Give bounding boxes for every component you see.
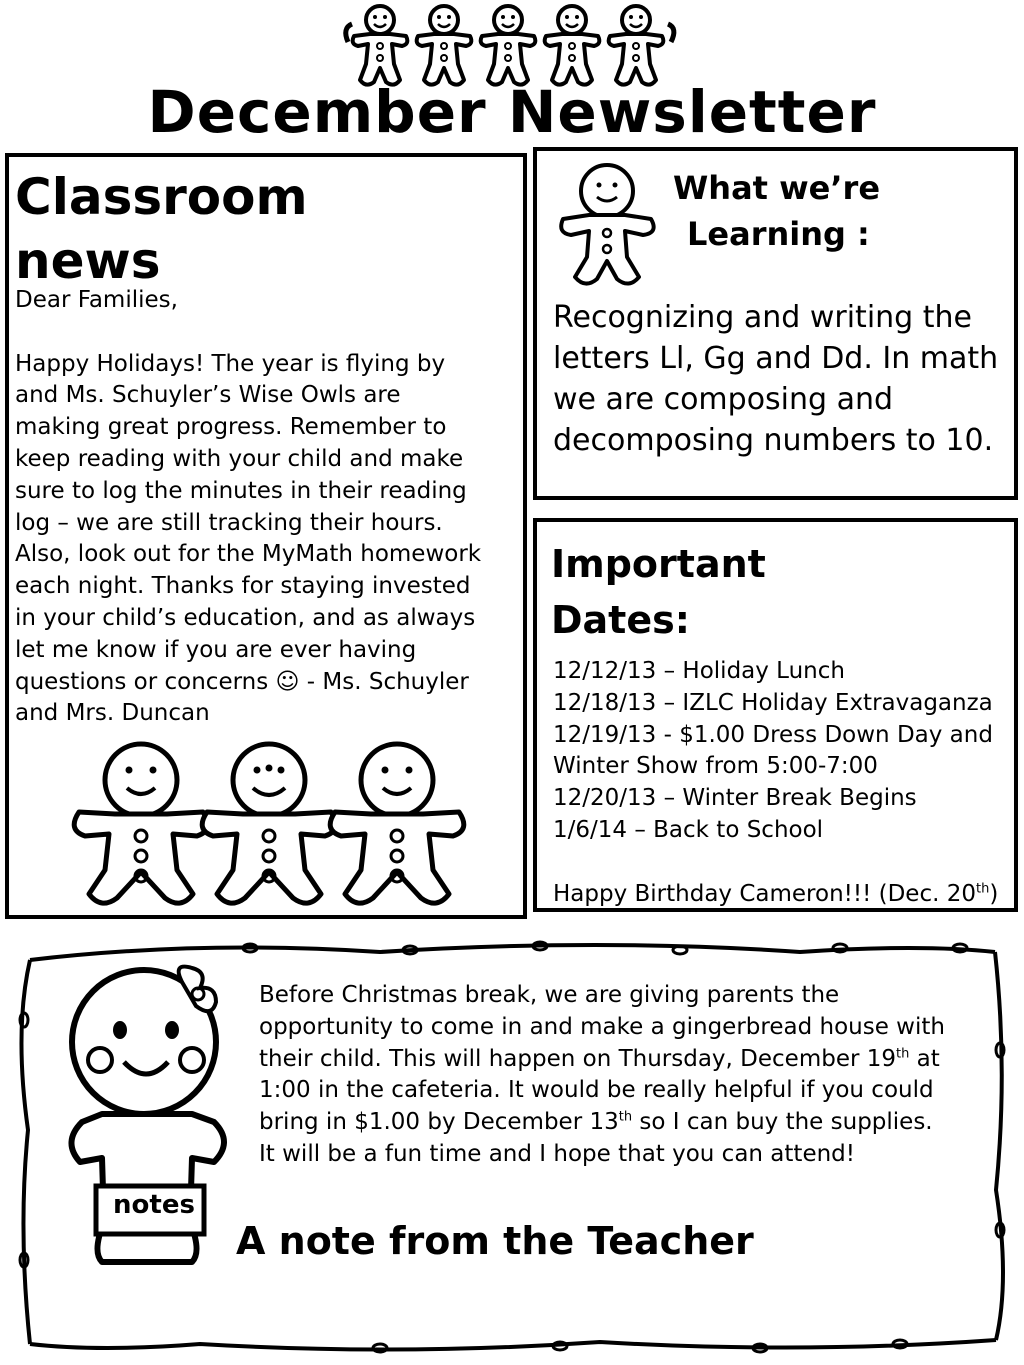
gingerbread-girl-notes-icon bbox=[62, 962, 252, 1282]
learning-box bbox=[533, 147, 1018, 500]
classroom-news-heading: Classroom news bbox=[15, 168, 308, 290]
dates-list bbox=[553, 656, 1013, 847]
gingerbread-man-icon bbox=[555, 161, 665, 291]
date-item: 12/19/13 - $1.00 Dress Down Day and Winter Show from 5:00-7:00 bbox=[553, 721, 993, 780]
date-item: 12/20/13 – Winter Break Begins bbox=[553, 785, 917, 812]
teacher-note-heading: A note from the Teacher bbox=[236, 1219, 754, 1263]
date-item: 1/6/14 – Back to School bbox=[553, 816, 824, 843]
date-item: 12/12/13 – Holiday Lunch bbox=[553, 658, 845, 684]
gingerbread-trio-icon bbox=[71, 742, 471, 912]
learning-heading: What we’re Learning : bbox=[673, 169, 881, 253]
gingerbread-garland-top-icon bbox=[338, 2, 683, 90]
greeting: Dear Families, bbox=[15, 287, 178, 313]
important-dates-heading: Important Dates: bbox=[551, 542, 766, 642]
classroom-news-body: Happy Holidays! The year is flying by and Ms. Schuyler’s Wise Owls are making great progress. Remember to keep reading with your child and make sure to log the minutes in their reading log – we are still tracking their hours. Also, look out for the MyMath homework each night. Thanks for staying invested in your child’s education, and as always let me know if you are ever having questions or concerns ☺ - Ms. Schuyler and Mrs. Duncan bbox=[15, 350, 482, 727]
date-item: 12/18/13 – IZLC Holiday Extravaganza bbox=[553, 689, 993, 716]
birthday-note: Happy Birthday Cameron!!! (Dec. 20th) bbox=[553, 880, 999, 907]
page-title: December Newsletter bbox=[147, 78, 877, 146]
classroom-news-box bbox=[5, 153, 527, 919]
notes-sign-label: notes bbox=[113, 1190, 195, 1220]
learning-text: Recognizing and writing the letters Ll, Gg and Dd. In math we are composing and decomposing numbers to 10. bbox=[553, 300, 999, 458]
classroom-news-text bbox=[15, 285, 485, 730]
important-dates-box bbox=[533, 518, 1018, 912]
teacher-note-text: Before Christmas break, we are giving parents the opportunity to come in and make a gingerbread house with their child. This will happen on Thursday, December 19th at 1:00 in the cafeteria. It would be really helpful if you could bring in $1.00 by December 13th so I can buy the supplies. It will be a fun time and I hope that you can attend! bbox=[259, 982, 945, 1167]
important-dates-content bbox=[553, 656, 1013, 910]
